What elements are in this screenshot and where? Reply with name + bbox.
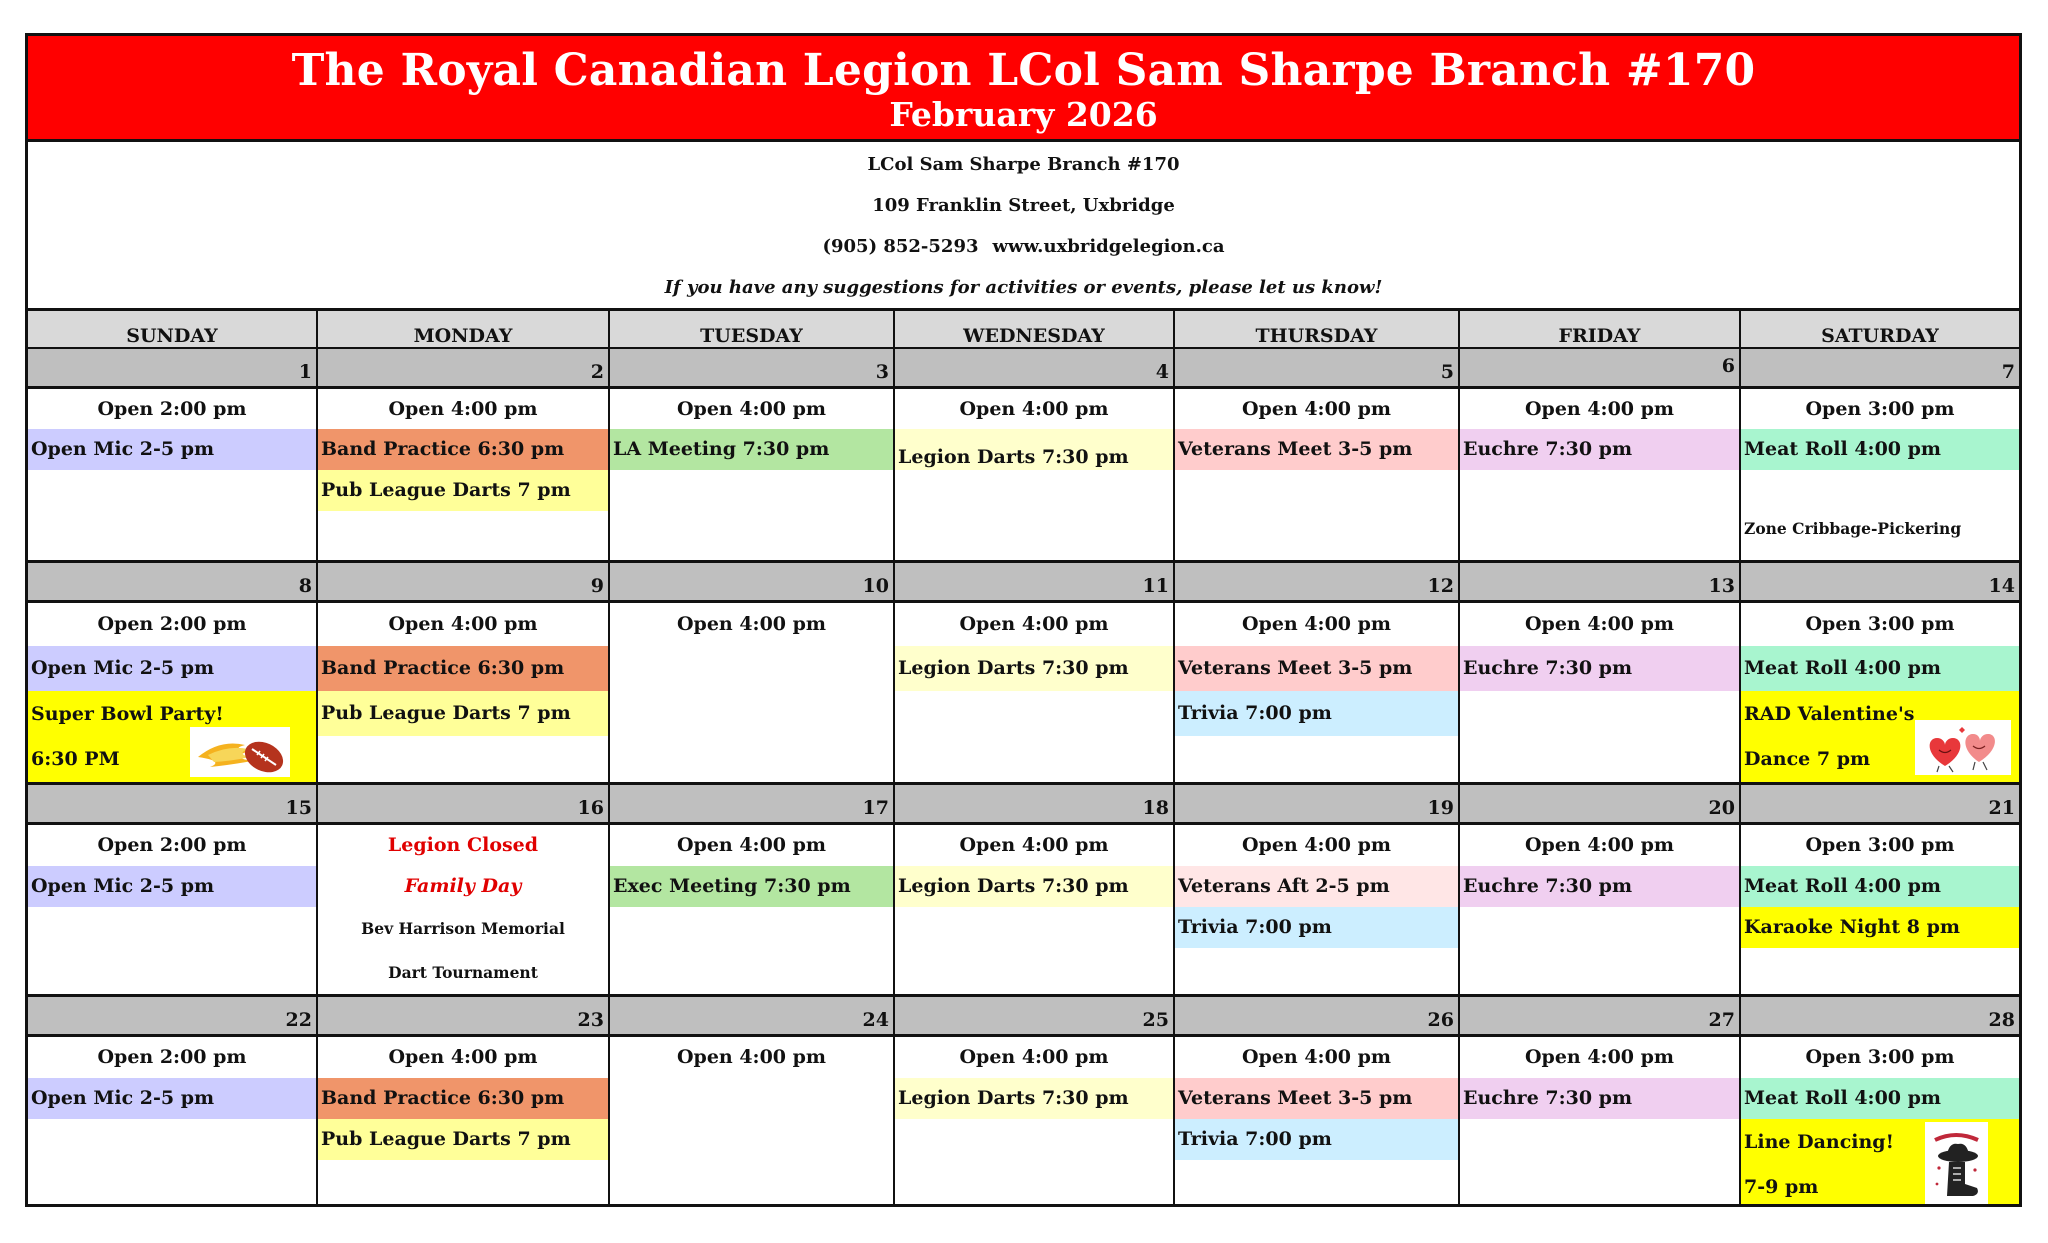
date-number: 25 — [895, 997, 1175, 1037]
day-cell-feb-16[interactable] — [318, 825, 610, 997]
event-open-mic[interactable]: Open Mic 2-5 pm — [28, 866, 316, 907]
calendar-banner — [28, 36, 2019, 142]
phone-number: (905) 852-5293 — [822, 236, 979, 257]
valentines-time: Dance 7 pm — [1744, 748, 1871, 770]
calendar-grid — [28, 311, 2019, 1204]
suggestion-note: If you have any suggestions for activities or events, please let us know! — [664, 277, 1383, 298]
open-time: Open 2:00 pm — [97, 1046, 247, 1068]
day-cell-feb-23[interactable] — [318, 1037, 610, 1204]
open-time: Open 4:00 pm — [1524, 1046, 1675, 1068]
day-cell-feb-1[interactable] — [28, 389, 318, 563]
date-number: 2 — [318, 349, 610, 389]
date-number: 24 — [610, 997, 895, 1037]
day-cell-feb-7[interactable] — [1741, 389, 2019, 563]
open-time: Open 2:00 pm — [97, 398, 247, 420]
dancing-hearts-icon — [1915, 720, 2011, 775]
date-number: 23 — [318, 997, 610, 1037]
date-number: 7 — [1741, 349, 2019, 389]
event-trivia[interactable]: Trivia 7:00 pm — [1175, 1119, 1458, 1160]
event-legion-darts[interactable]: Legion Darts 7:30 pm — [895, 1078, 1173, 1119]
event-open-mic[interactable]: Open Mic 2-5 pm — [28, 429, 316, 470]
day-header-wednesday: WEDNESDAY — [895, 311, 1175, 349]
event-super-bowl-party[interactable] — [28, 691, 316, 782]
day-cell-feb-21[interactable] — [1741, 825, 2019, 997]
open-time: Open 4:00 pm — [676, 613, 827, 635]
line-dancing-title: Line Dancing! — [1744, 1131, 1894, 1153]
day-cell-feb-10[interactable] — [610, 603, 895, 785]
day-cell-feb-14[interactable] — [1741, 603, 2019, 785]
date-number: 16 — [318, 785, 610, 825]
open-time: Open 4:00 pm — [1524, 613, 1675, 635]
event-trivia[interactable]: Trivia 7:00 pm — [1175, 691, 1458, 736]
valentines-title: RAD Valentine's — [1744, 703, 1915, 725]
day-cell-feb-24[interactable] — [610, 1037, 895, 1204]
open-time: Open 4:00 pm — [959, 613, 1109, 635]
day-cell-feb-19[interactable] — [1175, 825, 1460, 997]
date-number: 22 — [28, 997, 318, 1037]
event-euchre[interactable]: Euchre 7:30 pm — [1460, 646, 1739, 691]
date-number: 11 — [895, 563, 1175, 603]
open-time: Open 2:00 pm — [97, 613, 247, 635]
event-legion-darts[interactable]: Legion Darts 7:30 pm — [895, 866, 1173, 907]
date-number: 12 — [1175, 563, 1460, 603]
open-time: Open 4:00 pm — [388, 398, 538, 420]
event-euchre[interactable]: Euchre 7:30 pm — [1460, 1078, 1739, 1119]
date-number: 28 — [1741, 997, 2019, 1037]
event-open-mic[interactable]: Open Mic 2-5 pm — [28, 646, 316, 691]
day-header-friday: FRIDAY — [1460, 311, 1741, 349]
event-legion-darts[interactable]: Legion Darts 7:30 pm — [895, 429, 1173, 470]
day-cell-feb-22[interactable] — [28, 1037, 318, 1204]
branch-info — [28, 142, 2019, 311]
day-cell-feb-2[interactable] — [318, 389, 610, 563]
open-time: Open 3:00 pm — [1805, 398, 1955, 420]
open-time: Open 4:00 pm — [388, 613, 538, 635]
event-pub-league-darts[interactable]: Pub League Darts 7 pm — [318, 470, 608, 511]
page-title: The Royal Canadian Legion LCol Sam Sharpe Branch #170 — [291, 45, 1756, 96]
event-pub-league-darts[interactable]: Pub League Darts 7 pm — [318, 1119, 608, 1160]
event-veterans-meet[interactable]: Veterans Meet 3-5 pm — [1175, 429, 1458, 470]
branch-contact — [28, 226, 2019, 267]
day-header-monday: MONDAY — [318, 311, 610, 349]
event-trivia[interactable]: Trivia 7:00 pm — [1175, 907, 1458, 948]
date-number: 17 — [610, 785, 895, 825]
open-time: Open 4:00 pm — [676, 398, 827, 420]
day-header-tuesday: TUESDAY — [610, 311, 895, 349]
event-pub-league-darts[interactable]: Pub League Darts 7 pm — [318, 691, 608, 736]
event-euchre[interactable]: Euchre 7:30 pm — [1460, 866, 1739, 907]
event-bev-harrison-memorial[interactable]: Bev Harrison Memorial — [361, 919, 565, 938]
football-fire-icon — [190, 727, 290, 777]
branch-name: LCol Sam Sharpe Branch #170 — [867, 154, 1180, 175]
day-cell-feb-4[interactable] — [895, 389, 1175, 563]
day-header-thursday: THURSDAY — [1175, 311, 1460, 349]
open-time: Open 3:00 pm — [1805, 1046, 1955, 1068]
legion-closed-label: Legion Closed — [387, 834, 539, 856]
event-rad-valentines-dance[interactable] — [1741, 691, 2019, 782]
event-line-dancing[interactable] — [1741, 1119, 2019, 1204]
date-number: 15 — [28, 785, 318, 825]
day-cell-feb-6[interactable] — [1460, 389, 1741, 563]
event-band-practice[interactable]: Band Practice 6:30 pm — [318, 646, 608, 691]
event-open-mic[interactable]: Open Mic 2-5 pm — [28, 1078, 316, 1119]
event-band-practice[interactable]: Band Practice 6:30 pm — [318, 1078, 608, 1119]
date-number: 5 — [1175, 349, 1460, 389]
day-cell-feb-15[interactable] — [28, 825, 318, 997]
calendar-frame — [25, 33, 2022, 1207]
event-legion-darts[interactable]: Legion Darts 7:30 pm — [895, 646, 1173, 691]
day-header-sunday: SUNDAY — [28, 311, 318, 349]
date-number: 27 — [1460, 997, 1741, 1037]
open-time: Open 4:00 pm — [1241, 834, 1392, 856]
date-number: 26 — [1175, 997, 1460, 1037]
line-dancing-boot-icon — [1925, 1122, 1988, 1204]
date-number: 21 — [1741, 785, 2019, 825]
open-time: Open 4:00 pm — [1524, 834, 1675, 856]
date-number: 8 — [28, 563, 318, 603]
open-time: Open 2:00 pm — [97, 834, 247, 856]
family-day-label: Family Day — [404, 875, 522, 897]
event-veterans-meet[interactable]: Veterans Meet 3-5 pm — [1175, 646, 1458, 691]
day-cell-feb-25[interactable] — [895, 1037, 1175, 1204]
day-cell-feb-3[interactable] — [610, 389, 895, 563]
open-time: Open 4:00 pm — [1241, 398, 1392, 420]
open-time: Open 3:00 pm — [1805, 834, 1955, 856]
date-number: 9 — [318, 563, 610, 603]
open-time: Open 4:00 pm — [1241, 1046, 1392, 1068]
event-zone-cribbage[interactable]: Zone Cribbage-Pickering — [1744, 519, 1962, 538]
event-veterans-aft[interactable]: Veterans Aft 2-5 pm — [1175, 866, 1458, 907]
date-number: 20 — [1460, 785, 1741, 825]
open-time: Open 4:00 pm — [1524, 398, 1675, 420]
event-la-meeting[interactable]: LA Meeting 7:30 pm — [610, 429, 893, 470]
open-time: Open 4:00 pm — [388, 1046, 538, 1068]
day-cell-feb-26[interactable] — [1175, 1037, 1460, 1204]
event-exec-meeting[interactable]: Exec Meeting 7:30 pm — [610, 866, 893, 907]
day-cell-feb-18[interactable] — [895, 825, 1175, 997]
event-karaoke-night[interactable]: Karaoke Night 8 pm — [1741, 907, 2019, 948]
open-time: Open 4:00 pm — [676, 1046, 827, 1068]
event-veterans-meet[interactable]: Veterans Meet 3-5 pm — [1175, 1078, 1458, 1119]
open-time: Open 4:00 pm — [959, 1046, 1109, 1068]
date-number: 19 — [1175, 785, 1460, 825]
date-number: 4 — [895, 349, 1175, 389]
month-title: February 2026 — [889, 95, 1158, 134]
event-meat-roll[interactable]: Meat Roll 4:00 pm — [1741, 429, 2019, 470]
open-time: Open 4:00 pm — [676, 834, 827, 856]
super-bowl-time: 6:30 PM — [31, 748, 120, 770]
day-cell-feb-17[interactable] — [610, 825, 895, 997]
event-meat-roll[interactable]: Meat Roll 4:00 pm — [1741, 646, 2019, 691]
day-cell-feb-8[interactable] — [28, 603, 318, 785]
website-link[interactable]: www.uxbridgelegion.ca — [992, 236, 1225, 257]
event-meat-roll[interactable]: Meat Roll 4:00 pm — [1741, 1078, 2019, 1119]
event-dart-tournament[interactable]: Dart Tournament — [388, 963, 538, 982]
day-cell-feb-9[interactable] — [318, 603, 610, 785]
super-bowl-title: Super Bowl Party! — [31, 703, 224, 725]
event-band-practice[interactable]: Band Practice 6:30 pm — [318, 429, 608, 470]
event-euchre[interactable]: Euchre 7:30 pm — [1460, 429, 1739, 470]
date-number: 18 — [895, 785, 1175, 825]
day-cell-feb-27[interactable] — [1460, 1037, 1741, 1204]
date-number: 14 — [1741, 563, 2019, 603]
day-cell-feb-13[interactable] — [1460, 603, 1741, 785]
day-header-saturday: SATURDAY — [1741, 311, 2019, 349]
branch-address: 109 Franklin Street, Uxbridge — [872, 195, 1175, 216]
line-dancing-time: 7-9 pm — [1744, 1176, 1819, 1198]
day-cell-feb-20[interactable] — [1460, 825, 1741, 997]
day-cell-feb-5[interactable] — [1175, 389, 1460, 563]
date-number: 3 — [610, 349, 895, 389]
date-number: 1 — [28, 349, 318, 389]
open-time: Open 3:00 pm — [1805, 613, 1955, 635]
event-meat-roll[interactable]: Meat Roll 4:00 pm — [1741, 866, 2019, 907]
open-time: Open 4:00 pm — [959, 834, 1109, 856]
day-cell-feb-12[interactable] — [1175, 603, 1460, 785]
date-number: 10 — [610, 563, 895, 603]
day-cell-feb-11[interactable] — [895, 603, 1175, 785]
day-cell-feb-28[interactable] — [1741, 1037, 2019, 1204]
open-time: Open 4:00 pm — [959, 398, 1109, 420]
date-number: 13 — [1460, 563, 1741, 603]
date-number: 6 — [1460, 349, 1741, 389]
open-time: Open 4:00 pm — [1241, 613, 1392, 635]
